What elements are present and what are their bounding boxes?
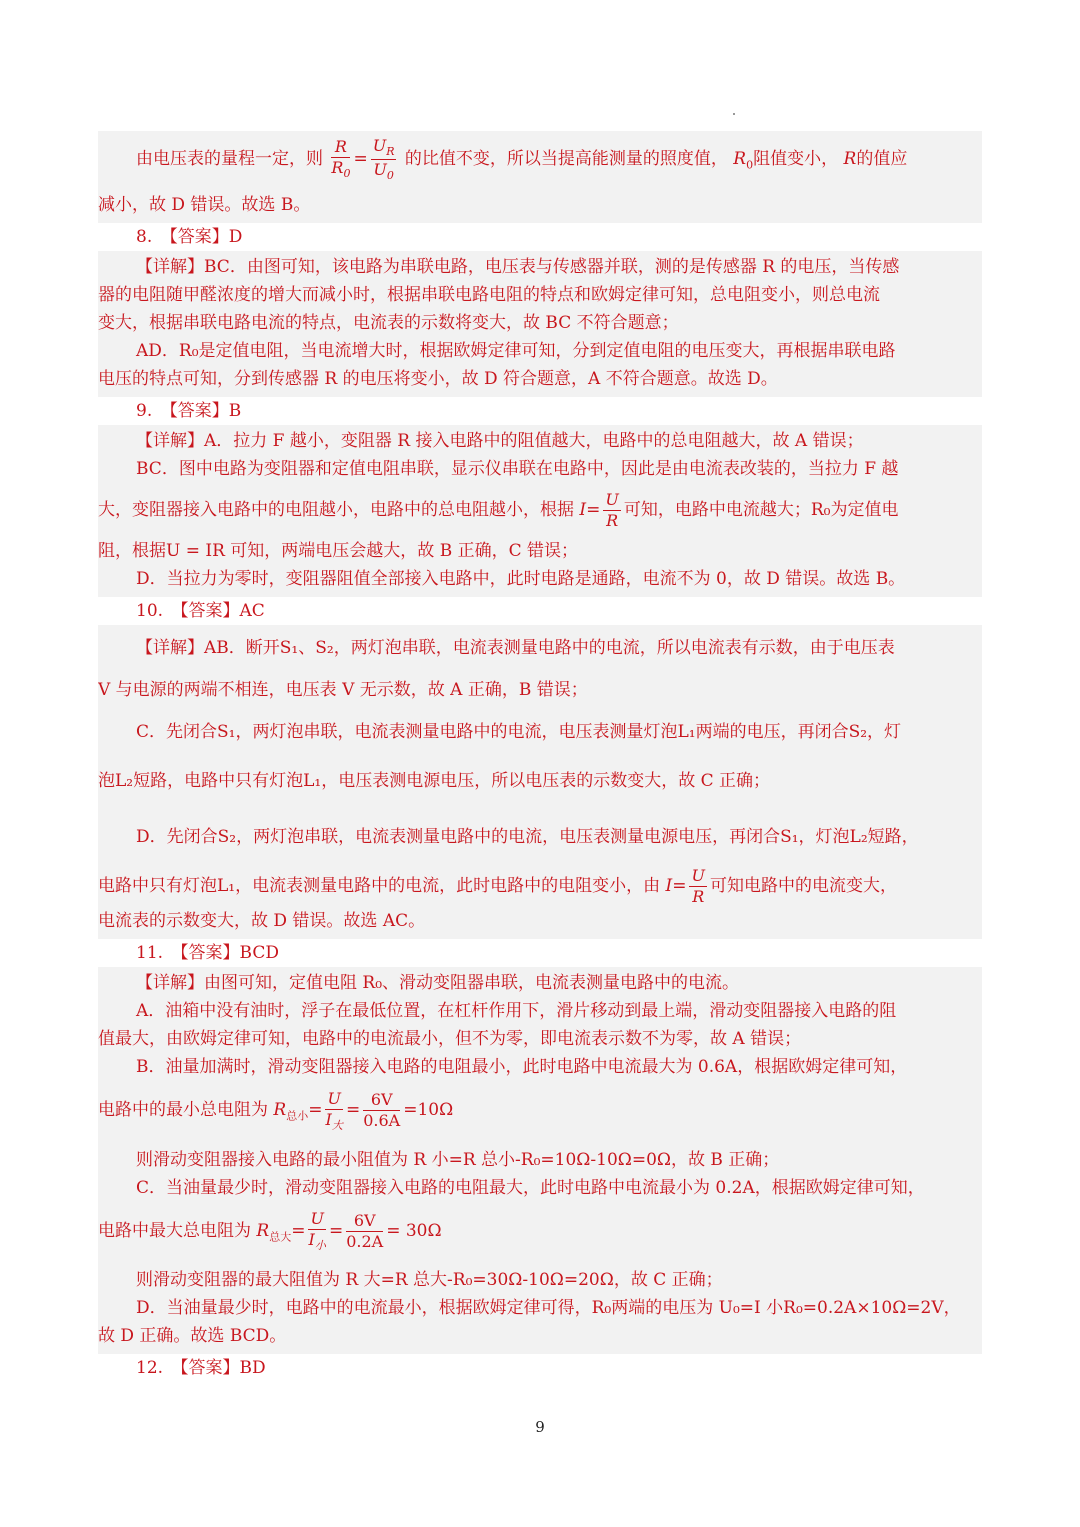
symbol: R [331,158,344,178]
text: 的值应 [856,149,908,169]
fraction-values [346,1210,384,1251]
equals-sign: = [308,1100,323,1121]
fraction-denominator: 0.6A [363,1111,401,1131]
text: 可知，电路中电流越大；R₀为定值电 [623,500,899,521]
fraction-numerator: U [691,866,705,886]
q9-line-4: 阻，根据U = IR 可知，两端电压会越大，故 B 正确，C 错误； [98,541,579,562]
q8-answer: 8. 【答案】D [136,227,243,248]
q12-answer: 12. 【答案】BD [136,1358,266,1379]
q10-explanation [98,625,982,939]
q9-line-3 [98,483,982,537]
q7-line-2: 减小，故 D 错误。故选 B。 [98,195,311,216]
fraction-u-i [308,1211,325,1251]
q10-line-1: 【详解】AB．断开S₁、S₂，两灯泡串联，电流表测量电路中的电流，所以电流表有示数，由于电压表 [136,638,895,659]
equals-sign: = [586,500,601,521]
symbol: R [256,1220,270,1241]
q8-line-2: 器的电阻随甲醛浓度的增大而减小时，根据串联电路电阻的特点和欧姆定律可知，总电阻变小，则总电流 [98,285,880,306]
symbol: I [325,1109,332,1129]
fraction-denominator [371,160,397,181]
fraction-denominator: R [606,511,619,531]
q10-line-4: 泡L₂短路，电路中只有灯泡L₁，电压表测电源电压，所以电压表的示数变大，故 C 正确； [98,771,771,792]
symbol: R [843,149,857,169]
fraction-r-r0 [331,139,350,179]
q8-explanation [98,251,982,397]
q7-explanation-tail [98,131,982,223]
q9-line-1: 【详解】A．拉力 F 越小，变阻器 R 接入电路中的阻值越大，电路中的总电阻越大，故 A 错误； [136,431,864,452]
q11-line-2: A．油箱中没有油时，浮子在最低位置，在杠杆作用下，滑片移动到最上端，滑动变阻器接入电路的阻 [136,1001,897,1022]
text: 电路中的最小总电阻为 [98,1100,268,1121]
text: 电路中只有灯泡L₁，电流表测量电路中的电流，此时电路中的电阻变小，由 [98,876,661,897]
equals-sign: = [291,1220,306,1241]
q9-line-2: BC．图中电路为变阻器和定值电阻串联，显示仪串联在电路中，因此是由电流表改装的，当拉力 F 越 [136,459,899,480]
text: 的比值不变，所以当提高能测量的照度值， [404,149,728,169]
fraction-u-r [603,492,620,529]
result-value: = 30Ω [386,1220,442,1241]
q9-line-5: D．当拉力为零时，变阻器阻值全部接入电路中，此时电路是通路，电流不为 0，故 D 错误。故选 B。 [136,569,906,590]
q11-line-7: C．当油量最少时，滑动变阻器接入电路的电阻最大，此时电路中电流最小为 0.2A，根据欧姆定律可知， [136,1177,925,1198]
equals-sign: = [328,1220,344,1241]
fraction-u-i [325,1088,343,1132]
fraction-denominator [308,1230,325,1251]
q9-explanation [98,425,982,597]
fraction-numerator: 6V [363,1092,400,1111]
fraction-numerator: U [310,1209,324,1229]
q11-line-8 [98,1202,982,1266]
symbol: I [665,876,673,897]
q10-line-2: V 与电源的两端不相连，电压表 V 无示数，故 A 正确，B 错误； [98,680,588,701]
text: 电路中最大总电阻为 [98,1220,251,1241]
subscript: 总小 [286,1109,309,1123]
text: 由电压表的量程一定，则 [136,149,323,169]
q10-answer: 10. 【答案】AC [136,601,265,622]
q11-line-10: D．当油量最少时，电路中的电流最小，根据欧姆定律可得，R₀两端的电压为 U₀=I 小R₀=0.2A×10Ω=2V， [136,1298,961,1319]
text: 阻值变小， [753,149,839,169]
symbol: R [733,149,747,169]
fraction-numerator [371,135,397,160]
equals-sign: = [353,149,368,169]
symbol: R [273,1100,287,1121]
q9-answer: 9. 【答案】B [136,401,242,422]
fraction-denominator: 0.2A [346,1231,384,1251]
q11-line-5 [98,1081,982,1145]
fraction-numerator: U [605,490,619,510]
subscript: 总大 [269,1230,292,1244]
fraction-numerator: U [327,1088,341,1108]
fraction-denominator [331,158,350,179]
q11-line-4: B．油量加满时，滑动变阻器接入电路的电阻最小，此时电路中电流最大为 0.6A，根据欧姆定律可知， [136,1057,908,1078]
q7-line-1 [98,133,982,191]
fraction-denominator: R [692,887,705,907]
q10-line-6 [98,865,982,907]
fraction-numerator: 6V [346,1213,383,1232]
q11-line-9: 则滑动变阻器的最大阻值为 R 大=R 总大-R₀=30Ω-10Ω=20Ω，故 C 正确； [136,1270,723,1291]
q10-line-7: 电流表的示数变大，故 D 错误。故选 AC。 [98,911,426,932]
q11-answer: 11. 【答案】BCD [136,943,279,964]
result-value: =10Ω [403,1100,454,1121]
q8-line-4: AD．R₀是定值电阻，当电流增大时，根据欧姆定律可知，分到定值电阻的电压变大，再根据串联电路 [136,341,896,362]
stray-dot [733,113,735,115]
page-number: 9 [535,1418,545,1436]
subscript: 大 [331,1118,343,1132]
symbol: U [373,160,387,179]
text: 大，变阻器接入电路中的电阻越小，电路中的总电阻越小，根据 [98,500,574,521]
fraction-ur-u0 [371,135,397,183]
q11-line-11: 故 D 正确。故选 BCD。 [98,1326,287,1347]
symbol: I [308,1230,315,1250]
q10-line-5: D．先闭合S₂，两灯泡串联，电流表测量电路中的电流，电压表测量电源电压，再闭合S₁，灯泡L₂短路， [136,827,919,848]
equals-sign: = [672,876,687,897]
q8-line-5: 电压的特点可知，分到传感器 R 的电压将变小，故 D 符合题意，A 不符合题意。故选 D。 [98,369,778,390]
fraction-values [363,1092,400,1129]
q11-line-1: 【详解】由图可知，定值电阻 R₀、滑动变阻器串联，电流表测量电路中的电流。 [136,973,740,994]
subscript: 0 [746,158,754,172]
fraction-u-r [689,868,706,905]
symbol: U [372,135,387,155]
q8-line-3: 变大，根据串联电路电流的特点，电流表的示数将变大，故 BC 不符合题意； [98,313,679,334]
subscript: 小 [314,1239,326,1253]
q10-line-3: C．先闭合S₁，两灯泡串联，电流表测量电路中的电流，电压表测量灯泡L₁两端的电压，再闭合S₂，灯 [136,722,902,743]
symbol: I [579,500,587,521]
subscript: 0 [343,167,351,181]
equals-sign: = [345,1100,361,1121]
q11-line-3: 值最大，由欧姆定律可知，电路中的电流最小，但不为零，即电流表示数不为零，故 A 错误； [98,1029,802,1050]
text: 可知电路中的电流变大， [709,876,897,897]
q11-explanation [98,967,982,1354]
q11-line-6: 则滑动变阻器接入电路的最小阻值为 R 小=R 总小-R₀=10Ω-10Ω=0Ω，故 B 正确； [136,1149,780,1170]
fraction-numerator: R [331,139,350,158]
fraction-denominator [325,1110,342,1131]
subscript: R [386,145,395,158]
subscript: 0 [386,169,394,183]
q8-line-1: 【详解】BC．由图可知，该电路为串联电路，电压表与传感器并联，测的是传感器 R 的电压，当传感 [136,257,900,278]
answer-content [98,131,982,1382]
